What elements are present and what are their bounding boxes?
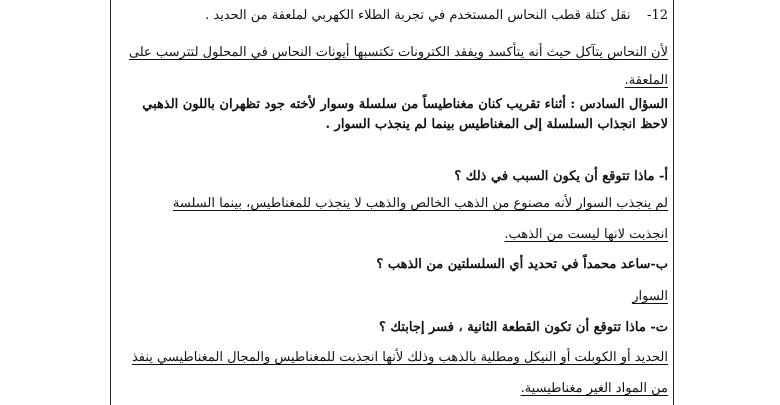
q12-question-text: نقل كتلة قطب النحاس المستخدم في تجربة الطلاء الكهربي لملعقة من الحديد . [205, 8, 631, 23]
part-t-answer-line-2: من المواد الغير مغناطيسية. [520, 381, 668, 396]
part-a-answer-line-1: لم ينجذب السوار لأنه مصنوع من الذهب الخالص والذهب لا ينجذب للمغناطيس، بينما السلسة [172, 196, 668, 211]
q12-question-line [205, 7, 668, 25]
q6-intro-line-1: السؤال السادس : أثناء تقريب كنان مغناطيساً من سلسلة وسوار لأخته جود تظهران باللون الذهبي [142, 97, 668, 112]
part-b-question: ب-ساعد محمداً في تحديد أي السلسلتين من الذهب ؟ [376, 257, 668, 272]
q12-answer-line-2: الملعقة. [624, 73, 668, 88]
part-a-question: أ- ماذا تتوقع أن يكون السبب في ذلك ؟ [454, 169, 668, 184]
part-t-answer-line-1: الحديد أو الكوبلت أو النيكل ومطلية بالذهب وذلك لأنها انجذبت للمغناطيس والمجال المغناطيسي ينفذ [131, 350, 668, 365]
part-t-question: ت- ماذا تتوقع أن تكون القطعة الثانية ، فسر إجابتك ؟ [378, 320, 668, 335]
left-margin-rule [110, 0, 111, 405]
q12-number: 12- [647, 8, 668, 23]
q12-answer-line-1: لأن النحاس يتآكل حيث أنه يتأكسد ويفقد الكترونات تكتسبها أيونات النحاس في المحلول لتترسب على [128, 45, 668, 60]
q6-intro-line-2: لاحظ انجذاب السلسلة إلى المغناطيس بينما لم ينجذب السوار . [325, 117, 668, 132]
part-b-answer: السوار [632, 289, 668, 304]
right-margin-rule [673, 0, 674, 405]
part-a-answer-line-2: انجذبت لانها ليست من الذهب. [504, 227, 668, 242]
